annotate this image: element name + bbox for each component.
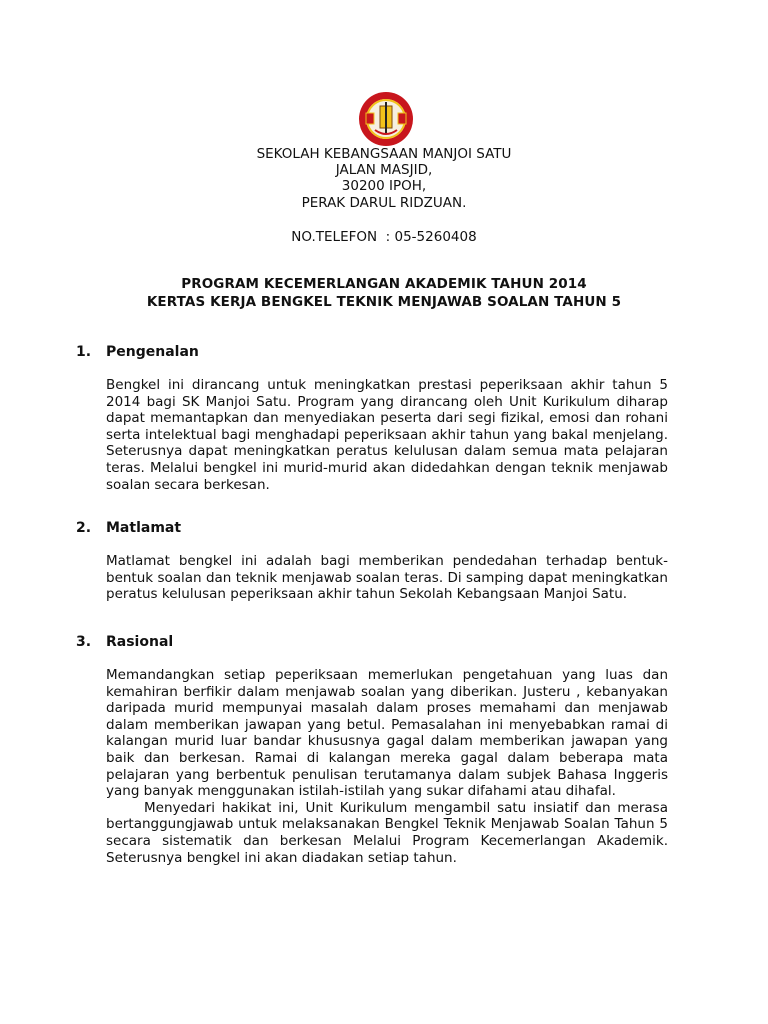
section-heading: Matlamat <box>106 520 182 536</box>
paper-title: KERTAS KERJA BENGKEL TEKNIK MENJAWAB SOALAN TAHUN 5 <box>146 294 622 310</box>
school-phone: NO.TELEFON : 05-5260408 <box>291 228 477 245</box>
school-name: SEKOLAH KEBANGSAAN MANJOI SATU <box>256 146 512 162</box>
section-paragraph: Menyedari hakikat ini, Unit Kurikulum mengambil satu insiatif dan merasa bertanggungjawab untuk melaksanakan Bengkel Teknik Menjawab Soalan Tahun 5 secara sistematik dan berkesan Melalui Program Kecemerlangan Akademik. Seterusnya bengkel ini akan diadakan setiap tahun. <box>106 799 668 866</box>
section-heading: Rasional <box>106 634 174 650</box>
section-paragraph: Memandangkan setiap peperiksaan memerlukan pengetahuan yang luas dan kemahiran berfikir dalam menjawab soalan yang diberikan. Justeru , kebanyakan daripada murid mempunyai masalah dalam proses memahami dan menjawab dalam memberikan jawapan yang betul. Pemasalahan ini menyebabkan ramai di kalangan murid luar bandar khususnya gagal dalam memberikan jawapan yang baik dan berkesan. Ramai di kalangan mereka gagal dalam beberapa mata pelajaran yang berbentuk penulisan terutamanya dalam subjek Bahasa Inggeris yang banyak menggunakan istilah-istilah yang sukar difahami atau dihafal. <box>106 667 668 800</box>
section-number: 1. <box>76 344 92 360</box>
document-titles <box>0 275 768 311</box>
school-address-block <box>0 146 768 245</box>
school-postcode-city: 30200 IPOH, <box>341 178 427 195</box>
section-matlamat <box>76 519 668 603</box>
section-paragraph: Matlamat bengkel ini adalah bagi memberikan pendedahan terhadap bentuk-bentuk soalan dan teknik menjawab soalan teras. Di samping dapat meningkatkan peratus kelulusan peperiksaan akhir tahun Sekolah Kebangsaan Manjoi Satu. <box>106 553 668 603</box>
school-street: JALAN MASJID, <box>335 162 433 179</box>
section-number: 2. <box>76 520 92 536</box>
program-title: PROGRAM KECEMERLANGAN AKADEMIK TAHUN 2014 <box>181 276 587 292</box>
school-crest-logo <box>357 90 415 148</box>
section-number: 3. <box>76 634 92 650</box>
section-paragraph: Bengkel ini dirancang untuk meningkatkan prestasi peperiksaan akhir tahun 5 2014 bagi SK Manjoi Satu. Program yang dirancang oleh Unit Kurikulum diharap dapat memantapkan dan menyediakan peserta dari segi fizikal, emosi dan rohani serta intelektual bagi menghadapi peperiksaan akhir tahun yang bakal menjelang. Seterusnya dapat meningkatkan peratus kelulusan dalam semua mata pelajaran teras. Melalui bengkel ini murid-murid akan didedahkan dengan teknik menjawab soalan secara berkesan. <box>106 377 668 493</box>
section-heading: Pengenalan <box>106 344 199 360</box>
section-pengenalan <box>76 343 668 493</box>
section-rasional <box>76 633 668 866</box>
school-state: PERAK DARUL RIDZUAN. <box>301 194 467 211</box>
